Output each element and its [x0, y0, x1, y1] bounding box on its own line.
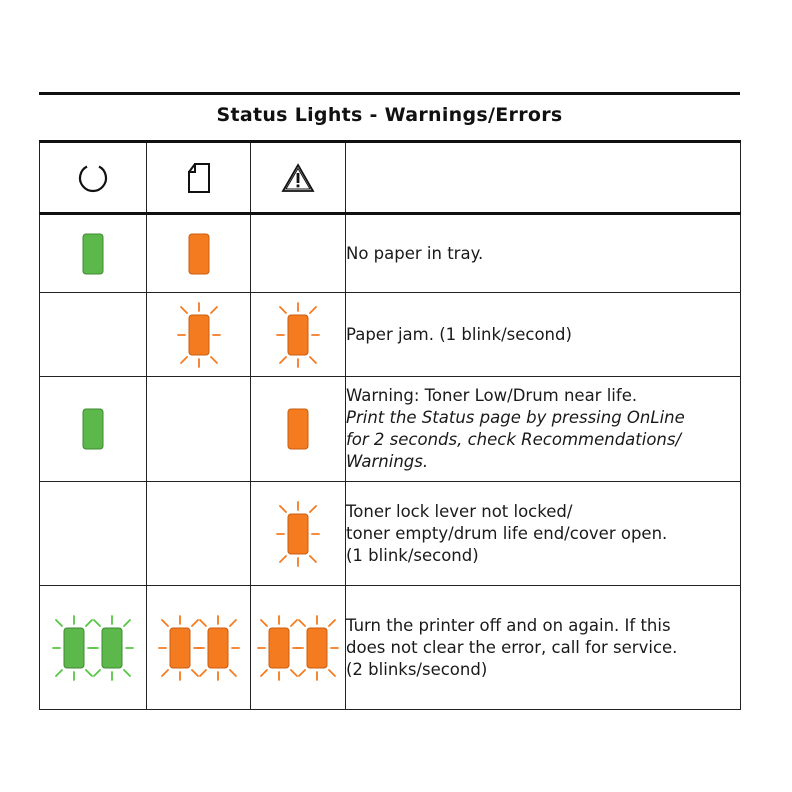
blink-ray [200, 620, 206, 626]
blink-ray [310, 357, 316, 363]
blink-ray [280, 556, 286, 562]
blink-ray [181, 307, 187, 313]
blink-ray [299, 670, 305, 676]
table-row [40, 377, 741, 482]
blink-ray [86, 620, 92, 626]
blink-ray [310, 307, 316, 313]
blink-ray [200, 670, 206, 676]
power-ring-icon [76, 161, 110, 195]
header-row [40, 142, 741, 214]
orange-led [307, 628, 327, 668]
steady-green-led-icon [81, 407, 105, 451]
blink-ray [211, 307, 217, 313]
orange-led [288, 514, 308, 554]
blink-ray [192, 670, 198, 676]
blink-ray [329, 670, 335, 676]
blink-ray [329, 620, 335, 626]
blink-ray [310, 506, 316, 512]
blinking-green-led-icon [50, 614, 136, 682]
description-line: (2 blinks/second) [346, 659, 488, 679]
blink-ray [162, 620, 168, 626]
light-cell [147, 293, 251, 377]
blink-ray [162, 670, 168, 676]
light-cell [40, 482, 147, 586]
light-cell [147, 377, 251, 482]
blink-ray [192, 620, 198, 626]
blink-ray [261, 620, 267, 626]
light-cell [40, 214, 147, 293]
blink-ray [230, 670, 236, 676]
light-cell [251, 377, 346, 482]
header-cell-description [346, 142, 741, 214]
blinking-orange-led-icon [274, 301, 322, 369]
warning-triangle-icon [280, 162, 316, 194]
paper-page-icon [185, 162, 213, 194]
orange-led [189, 234, 209, 274]
blink-ray [211, 357, 217, 363]
blink-ray [94, 620, 100, 626]
blinking-orange-led-icon [255, 614, 341, 682]
orange-led [208, 628, 228, 668]
table-row [40, 586, 741, 710]
light-cell [251, 482, 346, 586]
page-title: Status Lights - Warnings/Errors [216, 104, 563, 126]
blink-ray [94, 670, 100, 676]
orange-led [288, 315, 308, 355]
blink-ray [280, 357, 286, 363]
row-description [346, 293, 741, 377]
description-line: Warnings. [346, 452, 429, 471]
orange-led [189, 315, 209, 355]
blink-ray [291, 670, 297, 676]
light-cell [251, 293, 346, 377]
row-description [346, 586, 741, 710]
blink-ray [310, 556, 316, 562]
description-line: (1 blink/second) [346, 545, 479, 565]
row-description [346, 377, 741, 482]
blink-ray [124, 670, 130, 676]
description-line: Warning: Toner Low/Drum near life. [346, 386, 638, 405]
blink-ray [181, 357, 187, 363]
blink-ray [124, 620, 130, 626]
blink-ray [230, 620, 236, 626]
description-line: Paper jam. (1 blink/second) [346, 324, 572, 344]
light-cell [40, 586, 147, 710]
row-description [346, 214, 741, 293]
top-rule [39, 92, 740, 95]
blink-ray [56, 620, 62, 626]
blinking-orange-led-icon [175, 301, 223, 369]
description-line: Toner lock lever not locked/ [346, 501, 573, 521]
description-line: Turn the printer off and on again. If this [346, 615, 671, 635]
header-cell-warning [251, 142, 346, 214]
row-description [346, 482, 741, 586]
blink-ray [280, 506, 286, 512]
steady-orange-led-icon [286, 407, 310, 451]
light-cell [40, 293, 147, 377]
orange-led [269, 628, 289, 668]
light-cell [40, 377, 147, 482]
steady-green-led-icon [81, 232, 105, 276]
description-line: for 2 seconds, check Recommendations/ [346, 430, 682, 449]
light-cell [251, 586, 346, 710]
status-lights-table [39, 140, 741, 710]
description-line: does not clear the error, call for service. [346, 637, 678, 657]
blinking-orange-led-icon [274, 500, 322, 568]
light-cell [147, 482, 251, 586]
green-led [83, 234, 103, 274]
blink-ray [299, 620, 305, 626]
blink-ray [56, 670, 62, 676]
table-row [40, 214, 741, 293]
green-led [102, 628, 122, 668]
description-line: toner empty/drum life end/cover open. [346, 523, 668, 543]
light-cell [147, 214, 251, 293]
blink-ray [280, 307, 286, 313]
blinking-orange-led-icon [156, 614, 242, 682]
header-cell-paper [147, 142, 251, 214]
green-led [64, 628, 84, 668]
blink-ray [86, 670, 92, 676]
table-row [40, 293, 741, 377]
light-cell [147, 586, 251, 710]
light-cell [251, 214, 346, 293]
blink-ray [261, 670, 267, 676]
header-cell-power [40, 142, 147, 214]
green-led [83, 409, 103, 449]
description-line: Print the Status page by pressing OnLine [346, 408, 685, 427]
orange-led [170, 628, 190, 668]
blink-ray [291, 620, 297, 626]
steady-orange-led-icon [187, 232, 211, 276]
description-line: No paper in tray. [346, 243, 484, 263]
orange-led [288, 409, 308, 449]
table-row [40, 482, 741, 586]
